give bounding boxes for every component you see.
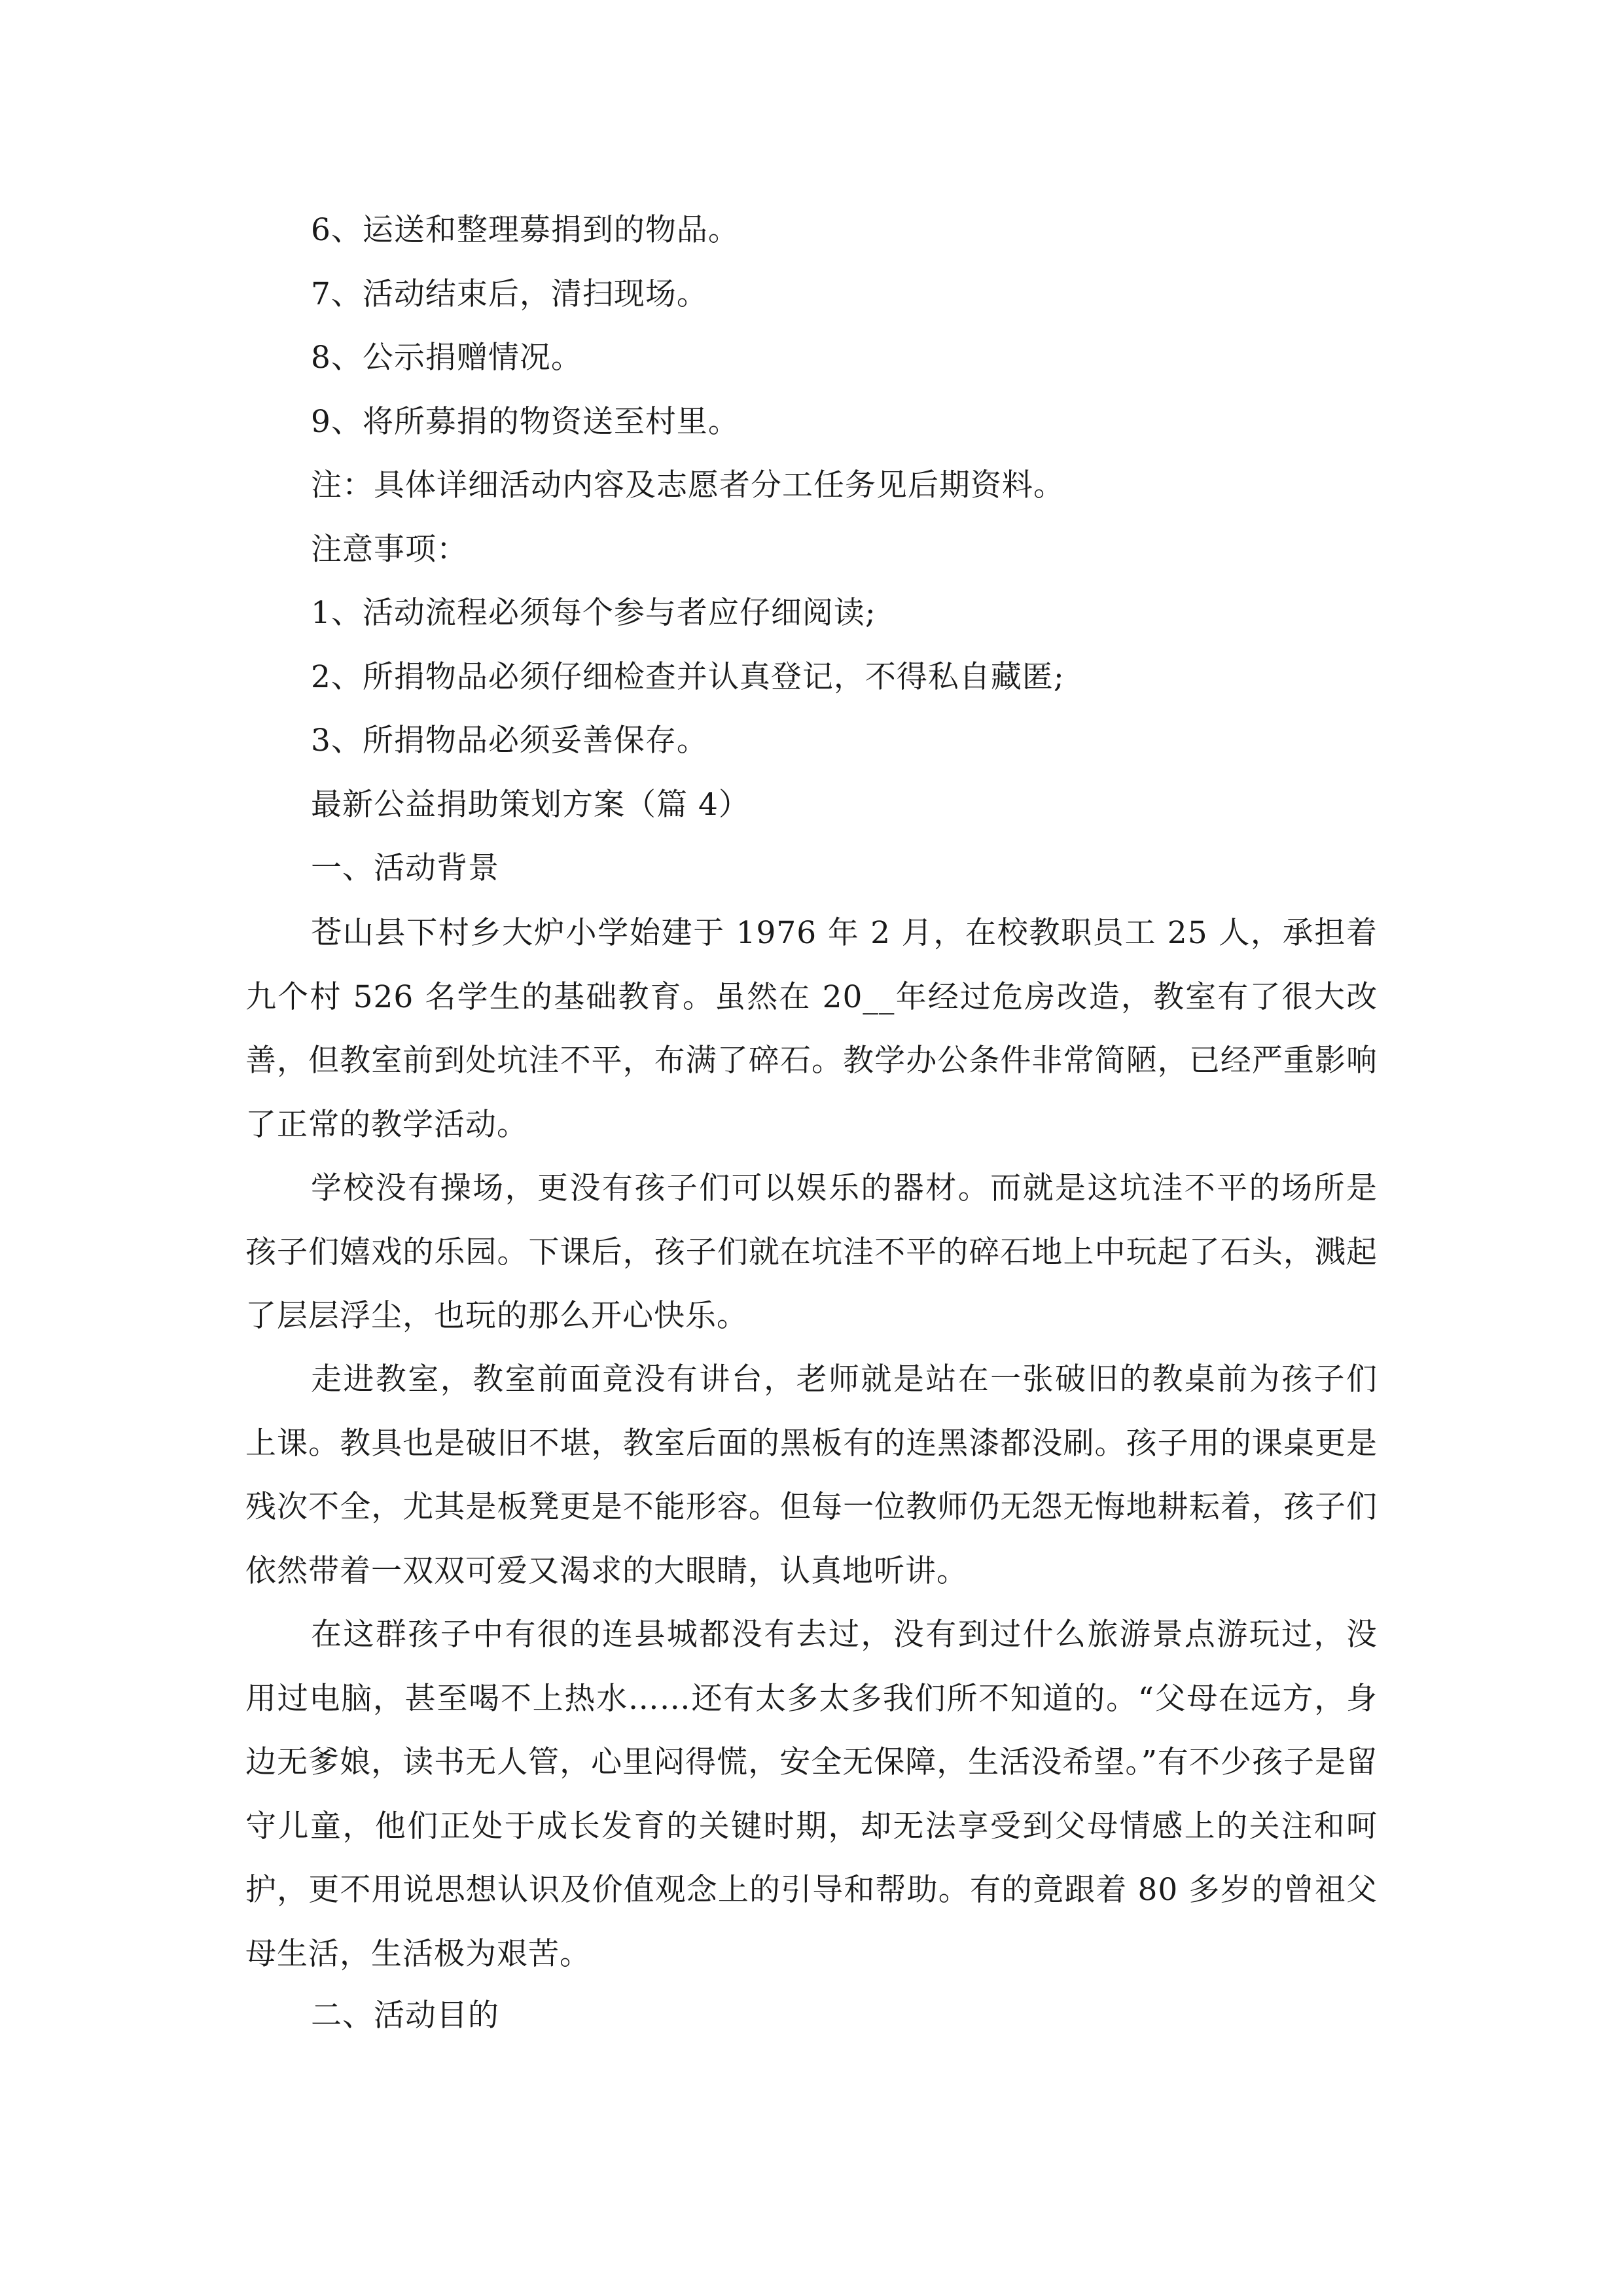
paragraph-children: 在这群孩子中有很的连县城都没有去过，没有到过什么旅游景点游玩过，没用过电脑，甚至喝不上热水……还有太多太多我们所不知道的。“父母在远方，身边无爹娘，读书无人管，心里闷得慌，安全无保障，生活没希望。”有不少孩子是留守儿童，他们正处于成长发育的关键时期，却无法享受到父母情感上的关注和呵护，更不用说思想认识及价值观念上的引导和帮助。有的竟跟着 80 多岁的曾祖父母生活，生活极为艰苦。 <box>245 1617 1378 1972</box>
heading-purpose: 二、活动目的 <box>311 1998 499 2034</box>
list-item-6: 6、运送和整理募捐到的物品。 <box>311 212 740 248</box>
attention-heading: 注意事项： <box>311 531 468 567</box>
paragraph-playground: 学校没有操场，更没有孩子们可以娱乐的器材。而就是这坑洼不平的场所是孩子们嬉戏的乐园。下课后，孩子们就在坑洼不平的碎石地上中玩起了石头，溅起了层层浮尘，也玩的那么开心快乐。 <box>245 1170 1378 1334</box>
heading-background: 一、活动背景 <box>311 850 499 886</box>
paragraph-background: 苍山县下村乡大炉小学始建于 1976 年 2 月，在校教职员工 25 人，承担着九个村 526 名学生的基础教育。虽然在 20__年经过危房改造，教室有了很大改善，但教室前到处坑洼不平，布满了碎石。教学办公条件非常简陋，已经严重影响了正常的教学活动。 <box>245 915 1378 1143</box>
list-item-9: 9、将所募捐的物资送至村里。 <box>311 404 740 440</box>
attention-item-1: 1、活动流程必须每个参与者应仔细阅读; <box>311 595 876 631</box>
list-item-8: 8、公示捐赠情况。 <box>311 340 582 376</box>
paragraph-classroom: 走进教室，教室前面竟没有讲台，老师就是站在一张破旧的教桌前为孩子们上课。教具也是破旧不堪，教室后面的黑板有的连黑漆都没刷。孩子用的课桌更是残次不全，尤其是板凳更是不能形容。但每一位教师仍无怨无悔地耕耘着，孩子们依然带着一双双可爱又渴求的大眼睛，认真地听讲。 <box>245 1361 1378 1589</box>
note-text: 注：具体详细活动内容及志愿者分工任务见后期资料。 <box>311 467 1065 503</box>
section-title: 最新公益捐助策划方案（篇 4） <box>311 787 750 823</box>
attention-item-2: 2、所捐物品必须仔细检查并认真登记，不得私自藏匿; <box>311 659 1065 695</box>
list-item-7: 7、活动结束后，清扫现场。 <box>311 276 708 312</box>
attention-item-3: 3、所捐物品必须妥善保存。 <box>311 723 708 759</box>
